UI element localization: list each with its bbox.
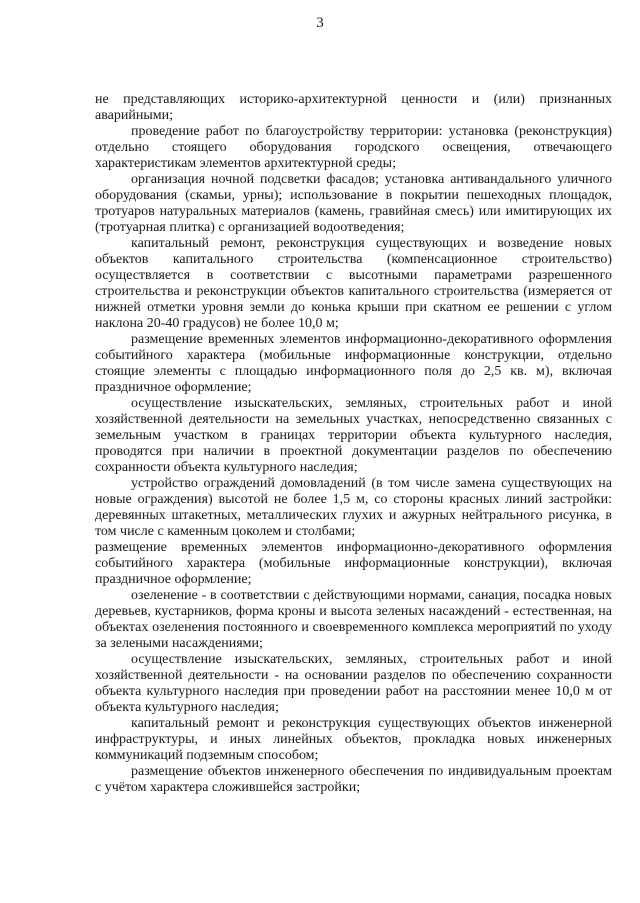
paragraph: размещение объектов инженерного обеспечения по индивидуальным проектам с учётом характера сложившейся застройки; xyxy=(95,764,612,795)
page-number: 3 xyxy=(316,15,324,31)
paragraph: капитальный ремонт и реконструкция существующих объектов инженерной инфраструктуры, и иных линейных объектов, прокладка новых инженерных коммуникаций подземным способом; xyxy=(95,716,612,763)
paragraph: не представляющих историко-архитектурной ценности и (или) признанных аварийными; xyxy=(95,92,612,123)
paragraph: проведение работ по благоустройству территории: установка (реконструкция) отдельно стоящего оборудования городского освещения, отвечающего характеристикам элементов архитектурной среды; xyxy=(95,124,612,171)
paragraph: осуществление изыскательских, земляных, строительных работ и иной хозяйственной деятельности на земельных участках, непосредственно связанных с земельным участком в границах территории объекта культурного наследия, проводятся при наличии в проектной документации разделов по обеспечению сохранности объекта культурного наследия; xyxy=(95,396,612,475)
paragraph: озеленение - в соответствии с действующими нормами, санация, посадка новых деревьев, кустарников, форма кроны и высота зеленых насаждений - естественная, на объектах озеленения постоянного и своевременного комплекса мероприятий по уходу за зелеными насаждениями; xyxy=(95,588,612,651)
paragraph: капитальный ремонт, реконструкция существующих и возведение новых объектов капитального строительства (компенсационное строительство) осуществляется в соответствии с высотными параметрами разрешенного строительства и реконструкции объектов капитального строительства (измеряется от нижней отметки уровня земли до конька крыши при скатном ее решении с углом наклона 20-40 градусов) не более 10,0 м; xyxy=(95,236,612,331)
paragraph: организация ночной подсветки фасадов; установка антивандального уличного оборудования (скамьи, урны); использование в покрытии пешеходных площадок, тротуаров натуральных материалов (камень, гравийная смесь) или имитирующих их (тротуарная плитка) с организацией водоотведения; xyxy=(95,172,612,235)
paragraph: размещение временных элементов информационно-декоративного оформления событийного характера (мобильные информационные конструкции, отдельно стоящие элементы с площадью информационного поля до 2,5 кв. м), включая праздничное оформление; xyxy=(95,332,612,395)
paragraph: устройство ограждений домовладений (в том числе замена существующих на новые ограждения) высотой не более 1,5 м, со стороны красных линий застройки: деревянных штакетных, металлических глухих и ажурных нейтрального рисунка, в том числе с каменным цоколем и столбами; xyxy=(95,476,612,539)
paragraph: осуществление изыскательских, земляных, строительных работ и иной хозяйственной деятельности - на основании разделов по обеспечению сохранности объекта культурного наследия при проведении работ на расстоянии менее 10,0 м от объекта культурного наследия; xyxy=(95,652,612,715)
document-body xyxy=(95,92,612,796)
paragraph: размещение временных элементов информационно-декоративного оформления событийного характера (мобильные информационные конструкции), включая праздничное оформление; xyxy=(95,540,612,587)
